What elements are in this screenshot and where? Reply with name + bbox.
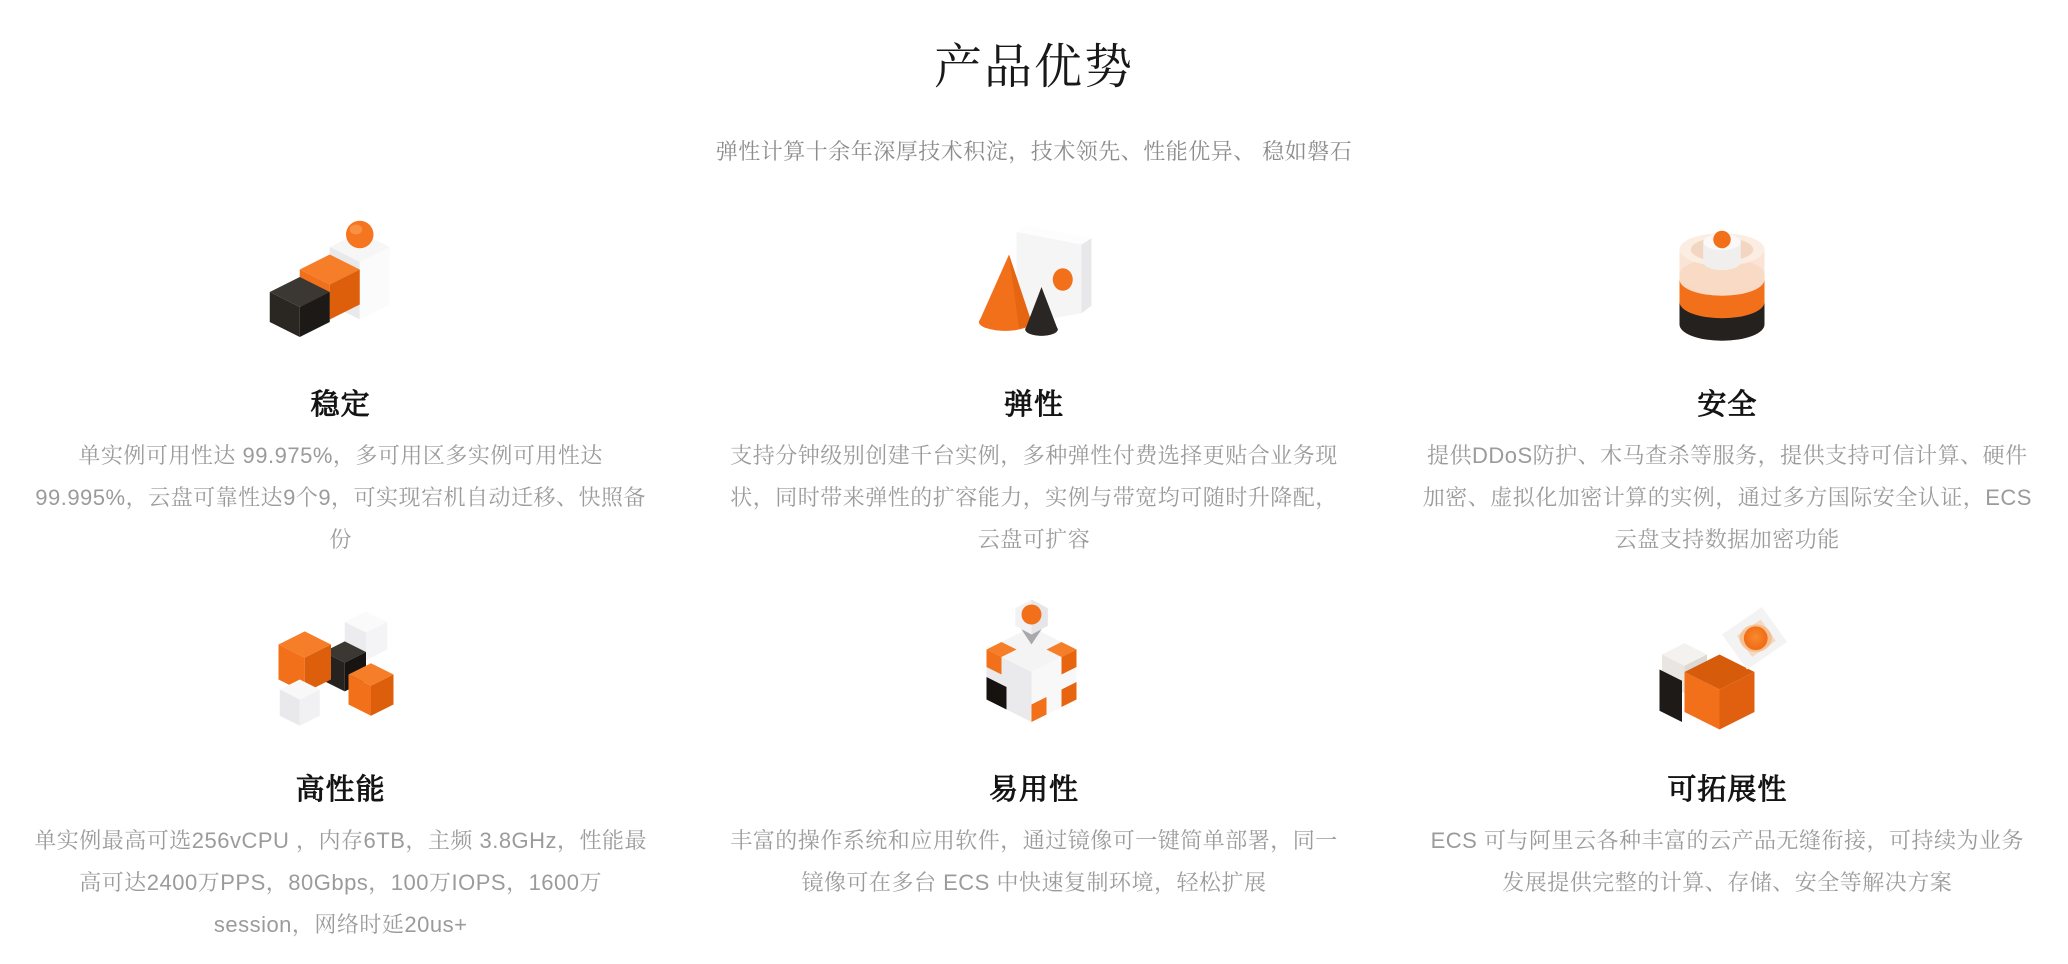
card-title: 易用性 xyxy=(988,774,1079,806)
card-title: 安全 xyxy=(1697,389,1758,421)
performance-cubes-icon xyxy=(256,597,426,747)
advantages-grid xyxy=(14,212,2054,946)
usability-cube-icon xyxy=(949,597,1119,747)
card-description: 单实例最高可选256vCPU ，内存6TB，主频 3.8GHz，性能最高可达2400万PPS，80Gbps，100万IOPS，1600万session，网络时延20us+ xyxy=(34,828,648,937)
scalability-box-icon xyxy=(1642,597,1812,747)
card-title: 可拓展性 xyxy=(1667,774,1788,806)
card-title: 高性能 xyxy=(295,774,386,806)
security-cylinder-icon xyxy=(1642,212,1812,362)
advantage-card-security xyxy=(1401,212,2054,561)
advantage-card-elasticity xyxy=(707,212,1360,561)
card-title: 弹性 xyxy=(1003,389,1064,421)
card-title: 稳定 xyxy=(310,389,371,421)
advantage-card-stability xyxy=(14,212,667,561)
card-description: ECS 可与阿里云各种丰富的云产品无缝衔接，可持续为业务发展提供完整的计算、存储、安全等解决方案 xyxy=(1430,828,2024,895)
advantage-card-scalability xyxy=(1401,597,2054,946)
card-description: 丰富的操作系统和应用软件，通过镜像可一键简单部署，同一镜像可在多台 ECS 中快速复制环境，轻松扩展 xyxy=(730,828,1338,895)
stability-stairs-icon xyxy=(256,212,426,362)
card-description: 单实例可用性达 99.975%，多可用区多实例可用性达 99.995%，云盘可靠性达9个9，可实现宕机自动迁移、快照备份 xyxy=(35,443,647,552)
card-description: 提供DDoS防护、木马查杀等服务，提供支持可信计算、硬件加密、虚拟化加密计算的实例，通过多方国际安全认证，ECS云盘支持数据加密功能 xyxy=(1422,443,2032,552)
card-description: 支持分钟级别创建千台实例，多种弹性付费选择更贴合业务现状，同时带来弹性的扩容能力，实例与带宽均可随时升降配，云盘可扩容 xyxy=(730,443,1338,552)
elasticity-cones-icon xyxy=(949,212,1119,362)
advantage-card-performance xyxy=(14,597,667,946)
page-subtitle: 弹性计算十余年深厚技术积淀，技术领先、性能优异、 稳如磐石 xyxy=(715,139,1353,164)
advantage-card-usability xyxy=(707,597,1360,946)
page-title: 产品优势 xyxy=(933,41,1134,94)
